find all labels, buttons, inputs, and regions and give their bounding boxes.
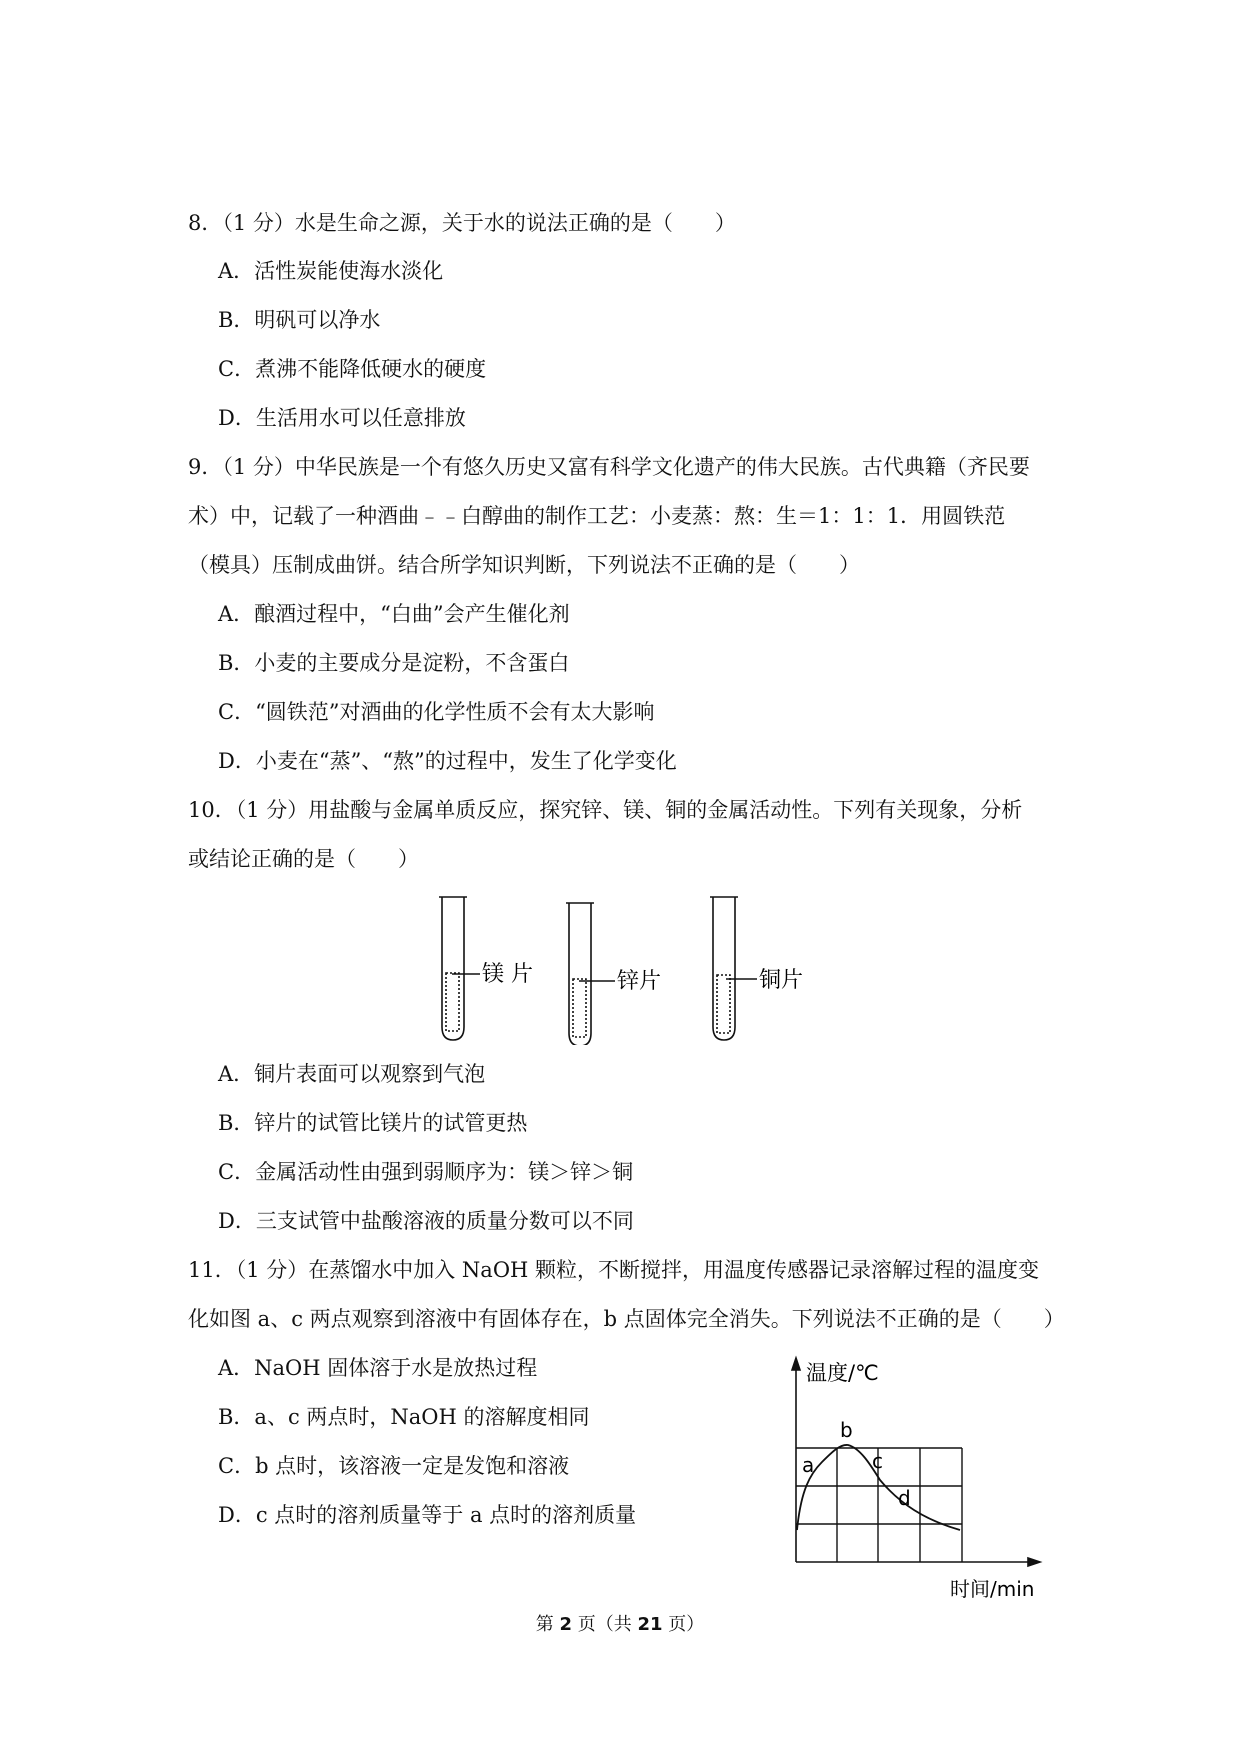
test-tube-copper	[710, 897, 738, 1040]
question-9-line-1: 9．（1 分）中华民族是一个有悠久历史又富有科学文化遗产的伟大民族。古代典籍（齐民要	[188, 455, 1030, 479]
question-10-line-2: 或结论正确的是（ ）	[188, 847, 419, 871]
point-c-label: c	[872, 1449, 883, 1473]
question-10-line-1: 10．（1 分）用盐酸与金属单质反应，探究锌、镁、铜的金属活动性。下列有关现象，分析	[188, 798, 1023, 822]
question-9-line-2: 术）中，记载了一种酒曲﹣﹣白醇曲的制作工艺：小麦蒸：熬：生＝1：1：1．用圆铁范	[188, 504, 1006, 528]
q9-option-a: A．酿酒过程中，“白曲”会产生催化剂	[218, 602, 570, 626]
point-d-label: d	[898, 1486, 911, 1510]
current-page-number: 2	[559, 1614, 572, 1635]
q10-option-a: A．铜片表面可以观察到气泡	[218, 1062, 486, 1086]
footer-middle: 页（共	[572, 1614, 638, 1635]
q9-option-c: C．“圆铁范”对酒曲的化学性质不会有太大影响	[218, 700, 655, 724]
question-11-line-2: 化如图 a、c 两点观察到溶液中有固体存在，b 点固体完全消失。下列说法不正确的是（ ）	[188, 1307, 1065, 1331]
q8-option-d: D．生活用水可以任意排放	[218, 406, 466, 430]
y-axis-label: 温度/℃	[806, 1361, 879, 1385]
q8-option-c: C．煮沸不能降低硬水的硬度	[218, 357, 487, 381]
point-b-label: b	[840, 1418, 853, 1442]
temperature-time-graph	[780, 1352, 1080, 1602]
total-page-number: 21	[637, 1614, 663, 1635]
q8-option-a: A．活性炭能使海水淡化	[218, 259, 444, 283]
question-9-line-3: （模具）压制成曲饼。结合所学知识判断，下列说法不正确的是（ ）	[188, 553, 860, 577]
test-tube-zinc	[566, 903, 594, 1045]
q9-option-b: B．小麦的主要成分是淀粉，不含蛋白	[218, 651, 570, 675]
q10-option-c: C．金属活动性由强到弱顺序为：镁＞锌＞铜	[218, 1160, 634, 1184]
magnesium-label: 镁 片	[482, 962, 533, 987]
footer-suffix: 页）	[662, 1614, 705, 1635]
point-a-label: a	[802, 1453, 815, 1477]
question-8-text: 8．（1 分）水是生命之源，关于水的说法正确的是（ ）	[188, 211, 736, 235]
graph-axes	[792, 1358, 1040, 1566]
q11-option-c: C．b 点时，该溶液一定是发饱和溶液	[218, 1454, 570, 1478]
page-footer	[0, 1610, 1240, 1636]
q10-option-b: B．锌片的试管比镁片的试管更热	[218, 1111, 528, 1135]
question-11-line-1: 11．（1 分）在蒸馏水中加入 NaOH 颗粒，不断搅拌，用温度传感器记录溶解过程的温度变	[188, 1258, 1040, 1282]
q11-option-d: D．c 点时的溶剂质量等于 a 点时的溶剂质量	[218, 1503, 637, 1527]
test-tubes-figure	[430, 895, 830, 1045]
q11-option-a: A．NaOH 固体溶于水是放热过程	[218, 1356, 538, 1380]
copper-label: 铜片	[759, 968, 804, 993]
zinc-label: 锌片	[617, 969, 662, 994]
q8-option-b: B．明矾可以净水	[218, 308, 381, 332]
q11-option-b: B．a、c 两点时，NaOH 的溶解度相同	[218, 1405, 590, 1429]
test-tube-magnesium	[439, 897, 467, 1040]
q10-option-d: D．三支试管中盐酸溶液的质量分数可以不同	[218, 1209, 634, 1233]
q9-option-d: D．小麦在“蒸”、“熬”的过程中，发生了化学变化	[218, 749, 677, 773]
x-axis-label: 时间/min	[950, 1577, 1035, 1601]
footer-prefix: 第	[535, 1614, 560, 1635]
